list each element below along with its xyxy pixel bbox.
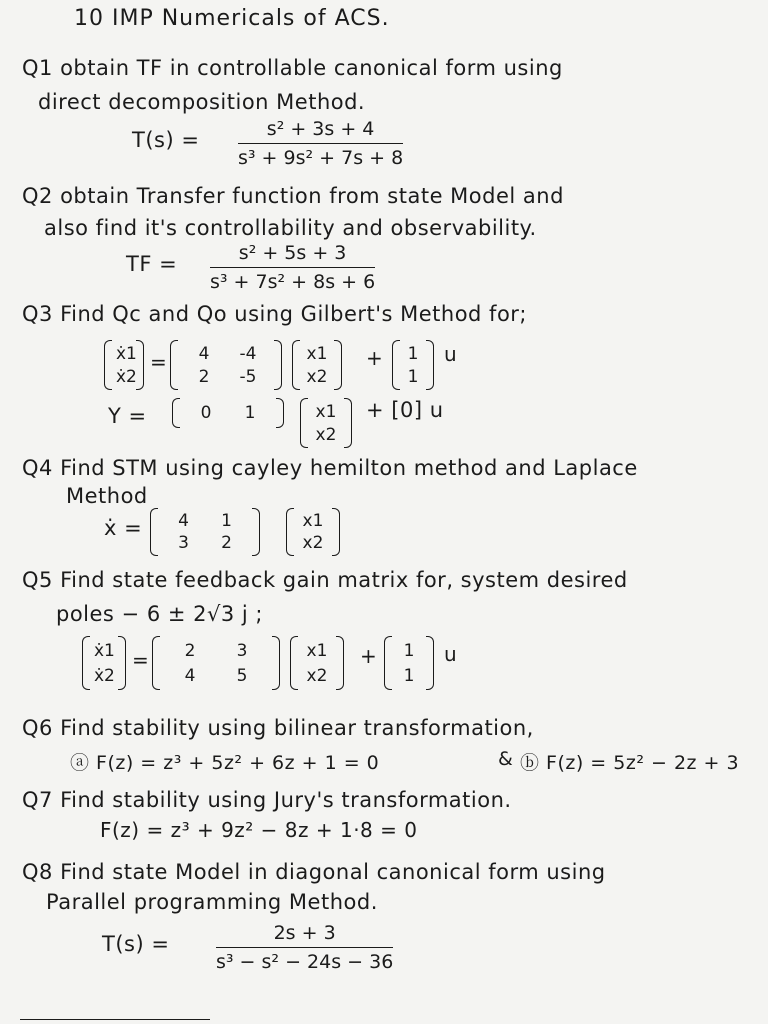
q5-matrix-a (152, 636, 280, 690)
q3-matrix-c-cell: 1 (244, 403, 256, 423)
q3-matrix-a-cell: 4 (198, 343, 210, 364)
q5-state-vector (82, 636, 126, 690)
q6-part-a: ⓐ F(z) = z³ + 5z² + 6z + 1 = 0 (70, 752, 380, 774)
q5-matrix-b (384, 636, 434, 690)
q4-text-1: Find STM using cayley hemilton method and Laplace (60, 456, 638, 480)
q4-x-vector-cell: x2 (302, 533, 324, 553)
q3-y-x-vector-cell: x1 (315, 401, 337, 422)
q6-line1 (22, 716, 534, 740)
q3-y-x-vector (300, 398, 352, 448)
q3-y-x-vector-cell: x2 (315, 424, 337, 445)
q5-text-1: Find state feedback gain matrix for, system desired (60, 568, 628, 592)
q2-lhs: TF = (126, 252, 178, 276)
q2-line1 (22, 184, 564, 208)
q5-matrix-a-cell: 2 (184, 640, 196, 661)
q4-matrix-a-cell: 1 (221, 511, 232, 531)
q5-matrix-b-cell: 1 (403, 640, 415, 661)
q5-u: u (444, 642, 457, 666)
q5-matrix-a-cell: 3 (236, 640, 248, 661)
q6-join: & (498, 748, 514, 770)
q3-matrix-b (392, 340, 434, 390)
q5-number: Q5 (22, 568, 53, 592)
q8-line2: Parallel programming Method. (46, 890, 378, 914)
q7-text-1: Find stability using Jury's transformation. (60, 788, 512, 812)
q4-matrix-a-cell: 2 (221, 533, 232, 553)
q8-text-1: Find state Model in diagonal canonical form using (60, 860, 606, 884)
q3-text-1: Find Qc and Qo using Gilbert's Method for; (60, 302, 527, 326)
q1-fraction (238, 118, 403, 169)
q5-line2: poles − 6 ± 2√3 j ; (56, 602, 263, 626)
q3-state-vector-cell: ẋ1 (116, 343, 137, 364)
q4-line2: Method (66, 484, 148, 508)
q4-number: Q4 (22, 456, 53, 480)
q3-number: Q3 (22, 302, 53, 326)
q5-x-vector (290, 636, 344, 690)
equals-sign: = (132, 648, 149, 672)
q4-line1 (22, 456, 638, 480)
q2-fraction (210, 242, 375, 293)
q8-lhs: T(s) = (102, 932, 170, 956)
q1-denominator: s³ + 9s² + 7s + 8 (238, 147, 404, 169)
q5-matrix-b-cell: 1 (403, 665, 415, 686)
q3-state-vector (104, 340, 144, 390)
q3-matrix-c (172, 398, 284, 428)
plus-sign: + (366, 346, 383, 370)
q2-numerator: s² + 5s + 3 (210, 242, 375, 268)
q5-matrix-a-cell: 4 (184, 665, 196, 686)
q3-matrix-c-cell: 0 (200, 403, 212, 423)
bottom-rule (20, 1019, 210, 1020)
q4-matrix-a-cell: 4 (178, 511, 189, 531)
q4-x-vector-cell: x1 (302, 511, 324, 531)
q8-line1 (22, 860, 606, 884)
q7-line1 (22, 788, 512, 812)
q3-matrix-b-cell: 1 (407, 343, 419, 364)
q2-text-1: obtain Transfer function from state Model and (60, 184, 564, 208)
q3-matrix-a (170, 340, 282, 390)
q3-matrix-a-cell: -4 (239, 343, 257, 364)
q3-matrix-b-cell: 1 (407, 366, 419, 387)
q3-x-vector (292, 340, 342, 390)
q3-u: u (444, 342, 457, 366)
q4-x-vector (286, 508, 340, 556)
q7-number: Q7 (22, 788, 53, 812)
q4-matrix-a (150, 508, 260, 556)
q5-matrix-a-cell: 5 (236, 665, 248, 686)
equals-sign: = (150, 350, 167, 374)
q1-number: Q1 (22, 56, 53, 80)
q3-matrix-a-cell: -5 (239, 366, 257, 387)
q5-state-vector-cell: ẋ1 (94, 640, 115, 661)
q1-numerator: s² + 3s + 4 (238, 118, 403, 144)
q3-line1 (22, 302, 527, 326)
q1-lhs: T(s) = (132, 128, 200, 152)
q3-matrix-a-cell: 2 (198, 366, 210, 387)
q2-denominator: s³ + 7s² + 8s + 6 (210, 271, 376, 293)
q8-number: Q8 (22, 860, 53, 884)
q1-line1 (22, 56, 563, 80)
q3-x-vector-cell: x1 (306, 343, 328, 364)
q1-text-1: obtain TF in controllable canonical form using (60, 56, 563, 80)
q7-equation: F(z) = z³ + 9z² − 8z + 1·8 = 0 (100, 818, 418, 842)
q5-state-vector-cell: ẋ2 (94, 665, 115, 686)
q8-fraction (216, 922, 393, 973)
q3-y-lhs: Y = (108, 404, 147, 428)
q8-numerator: 2s + 3 (216, 922, 393, 948)
q3-x-vector-cell: x2 (306, 366, 328, 387)
q6-part-b: ⓑ F(z) = 5z² − 2z + 3 (520, 752, 740, 774)
q4-lhs: ẋ = (104, 516, 143, 540)
page-title: 10 IMP Numericals of ACS. (74, 6, 390, 31)
q4-matrix-a-cell: 3 (178, 533, 189, 553)
q1-line2: direct decomposition Method. (38, 90, 366, 114)
q2-number: Q2 (22, 184, 53, 208)
q8-denominator: s³ − s² − 24s − 36 (216, 951, 394, 973)
q3-d-term: + [0] u (366, 398, 444, 422)
q6-text-1: Find stability using bilinear transformation, (60, 716, 534, 740)
q3-state-vector-cell: ẋ2 (116, 366, 137, 387)
q5-line1 (22, 568, 628, 592)
q2-line2: also find it's controllability and observability. (44, 216, 537, 240)
q6-number: Q6 (22, 716, 53, 740)
q5-x-vector-cell: x2 (306, 665, 328, 686)
q5-x-vector-cell: x1 (306, 640, 328, 661)
plus-sign: + (360, 644, 377, 668)
